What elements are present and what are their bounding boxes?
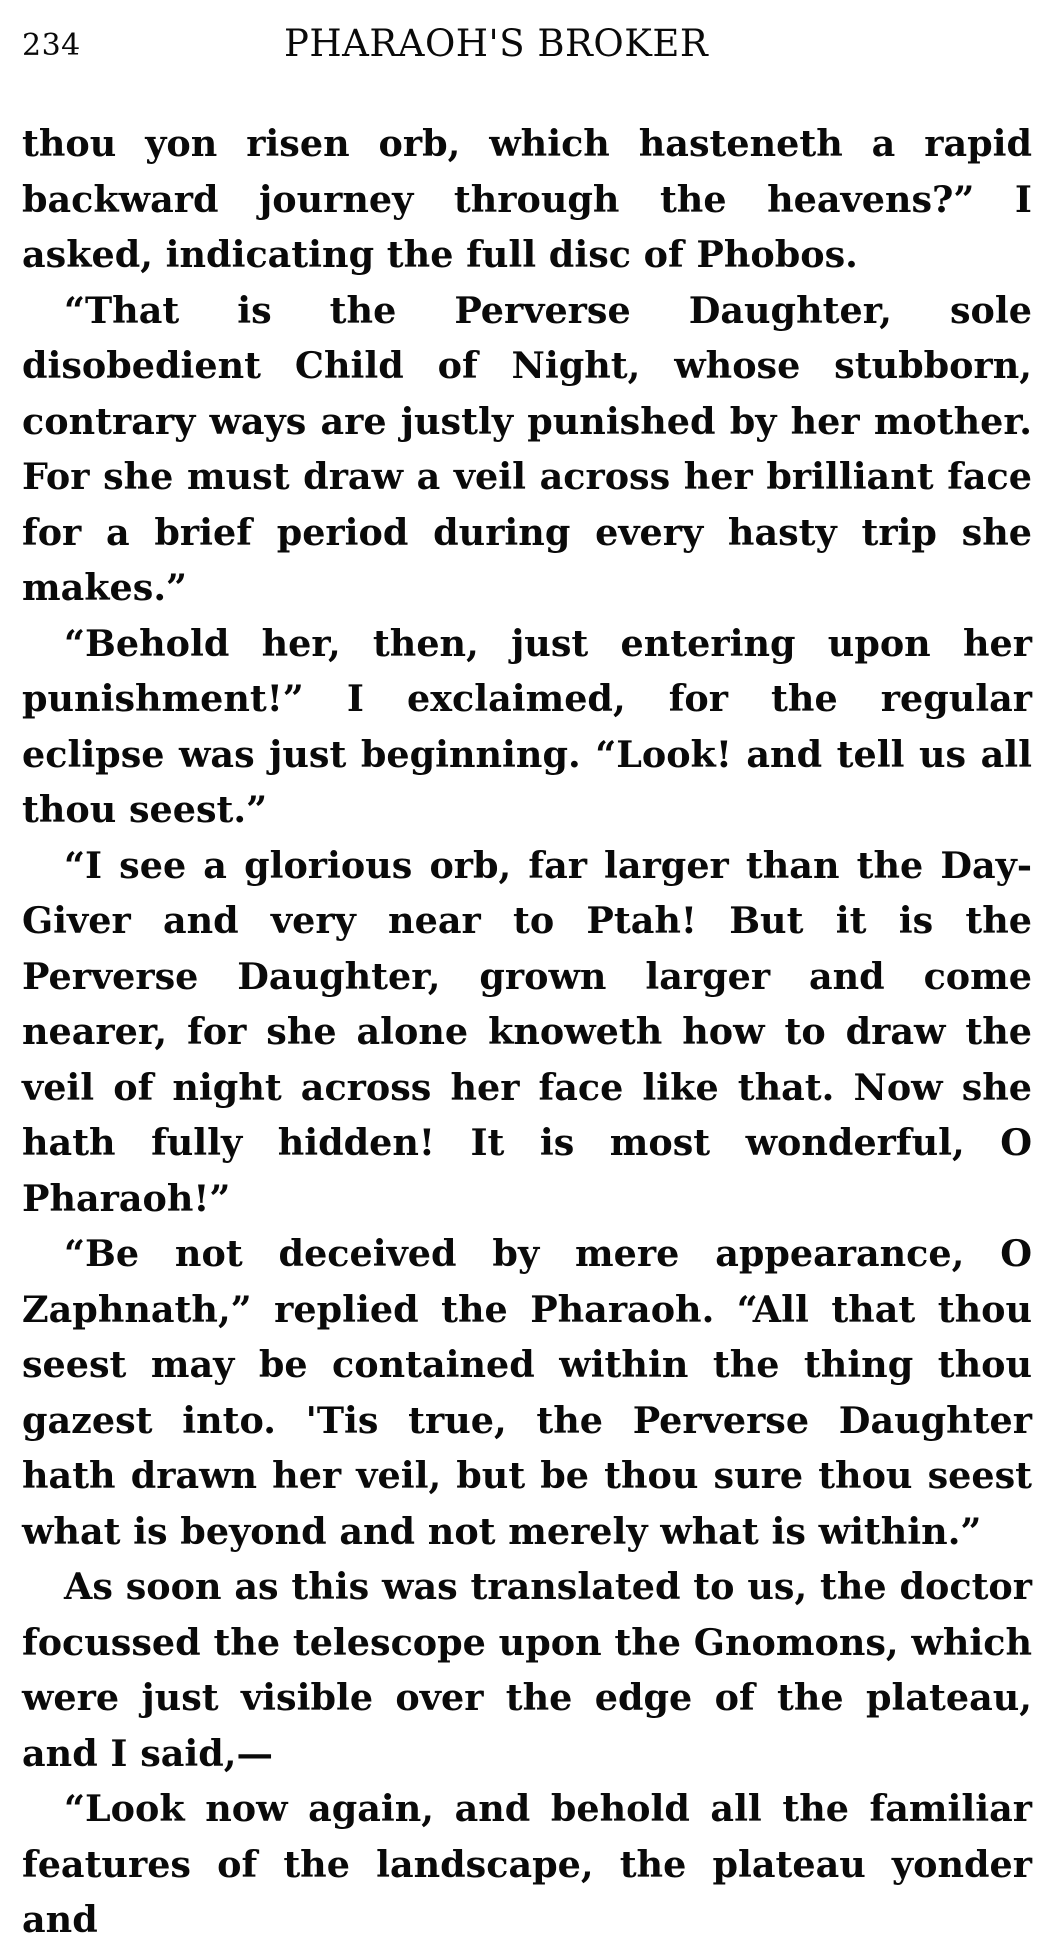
paragraph: “Be not deceived by mere appearance, O Zaphnath,” replied the Pharaoh. “All that thou seest may be contained within the thing thou gazest into. 'Tis true, the Perverse Daughter hath drawn her veil, but be thou sure thou seest what is beyond and not merely what is within.” — [22, 1232, 1032, 1553]
paragraph: “That is the Perverse Daughter, sole disobedient Child of Night, whose stubborn, contrary ways are justly punished by her mother. For she must draw a veil across her brilliant face for a brief period during every hasty trip she makes.” — [22, 288, 1032, 609]
paragraph: “I see a glorious orb, far larger than the Day-Giver and very near to Ptah! But it is the Perverse Daughter, grown larger and come nearer, for she alone knoweth how to draw the veil of night across her face like that. Now she hath fully hidden! It is most wonderful, O Pharaoh!” — [22, 843, 1032, 1220]
paragraph: “Look now again, and behold all the familiar features of the landscape, the plateau yonder and — [22, 1787, 1032, 1941]
paragraph: thou yon risen orb, which hasteneth a rapid backward journey through the heavens?” I asked, indicating the full disc of Phobos. — [22, 122, 1032, 276]
page-body — [22, 116, 1032, 1948]
paragraph: As soon as this was translated to us, the doctor focussed the telescope upon the Gnomons, which were just visible over the edge of the plateau, and I said,— — [22, 1565, 1032, 1775]
book-page — [22, 0, 1032, 1941]
running-title: PHARAOH'S BROKER — [284, 22, 709, 65]
paragraph: “Behold her, then, just entering upon her punishment!” I exclaimed, for the regular eclipse was just beginning. “Look! and tell us all thou seest.” — [22, 621, 1032, 831]
page-number: 234 — [22, 28, 81, 63]
page-header — [22, 22, 1032, 68]
